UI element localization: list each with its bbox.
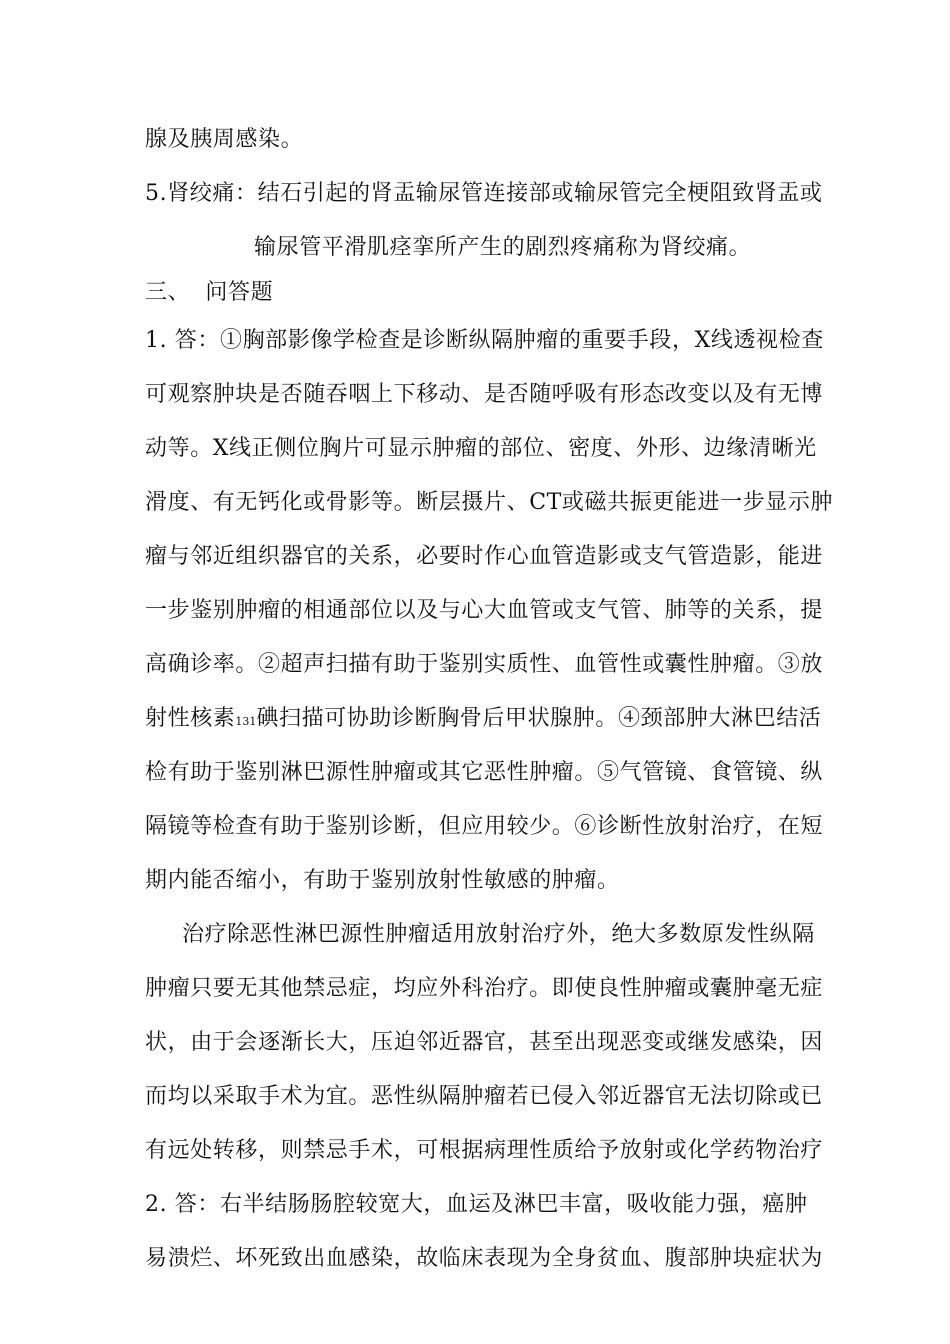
treatment-paragraph-line-1: 治疗除恶性淋巴源性肿瘤适用放射治疗外，绝大多数原发性纵隔: [182, 922, 815, 947]
answer-2-line-1: 2. 答：右半结肠肠腔较宽大，血运及淋巴丰富，吸收能力强，癌肿: [145, 1192, 808, 1217]
answer-1-line-7: 高确诊率。②超声扫描有助于鉴别实质性、血管性或囊性肿瘤。③放: [145, 652, 824, 677]
answer-1-line-10: 隔镜等检查有助于鉴别诊断，但应用较少。⑥诊断性放射治疗，在短: [145, 814, 824, 839]
answer-1-line-2: 可观察肿块是否随吞咽上下移动、是否随呼吸有形态改变以及有无博: [145, 382, 824, 407]
text-fragment: 射性核素: [145, 706, 236, 731]
answer-1-line-8: 射性核素 131 碘扫描可协助诊断胸骨后甲状腺肿。④颈部肿大淋巴结活: [145, 704, 805, 734]
answer-1-line-9: 检有助于鉴别淋巴源性肿瘤或其它恶性肿瘤。⑤气管镜、食管镜、纵: [145, 760, 824, 785]
answer-1-line-5: 瘤与邻近组织器官的关系，必要时作心血管造影或支气管造影，能进: [145, 544, 824, 569]
treatment-paragraph-line-2: 肿瘤只要无其他禁忌症，均应外科治疗。即使良性肿瘤或囊肿毫无症: [145, 976, 824, 1001]
answer-1-line-4: 滑度、有无钙化或骨影等。断层摄片、CT或磁共振更能进一步显示肿: [145, 490, 834, 515]
section-heading: 三、 问答题: [145, 280, 274, 305]
answer-1-line-6: 一步鉴别肿瘤的相通部位以及与心大血管或支气管、肺等的关系，提: [145, 598, 824, 623]
answer-2-line-2: 易溃烂、坏死致出血感染，故临床表现为全身贫血、腹部肿块症状为: [145, 1246, 824, 1271]
treatment-paragraph-line-5: 有远处转移，则禁忌手术，可根据病理性质给予放射或化学药物治疗: [145, 1138, 824, 1163]
answer-1-line-1: 1. 答：①胸部影像学检查是诊断纵隔肿瘤的重要手段，X线透视检查: [145, 328, 824, 353]
text-fragment: 碘扫描可协助诊断胸骨后甲状腺肿。④颈部肿大淋巴结活: [256, 706, 822, 731]
text-line-definition-5-cont: 输尿管平滑肌痉挛所产生的剧烈疼痛称为肾绞痛。: [254, 235, 752, 260]
treatment-paragraph-line-3: 状，由于会逐渐长大，压迫邻近器官，甚至出现恶变或继发感染，因: [145, 1030, 824, 1055]
text-line-definition-5: 5.肾绞痛：结石引起的肾盂输尿管连接部或输尿管完全梗阻致肾盂或: [145, 181, 823, 206]
text-line-continuation: 腺及胰周感染。: [145, 127, 304, 152]
answer-1-line-11: 期内能否缩小，有助于鉴别放射性敏感的肿瘤。: [145, 868, 620, 893]
answer-1-line-3: 动等。X线正侧位胸片可显示肿瘤的部位、密度、外形、边缘清晰光: [145, 436, 817, 461]
treatment-paragraph-line-4: 而均以采取手术为宜。恶性纵隔肿瘤若已侵入邻近器官无法切除或已: [145, 1084, 824, 1109]
